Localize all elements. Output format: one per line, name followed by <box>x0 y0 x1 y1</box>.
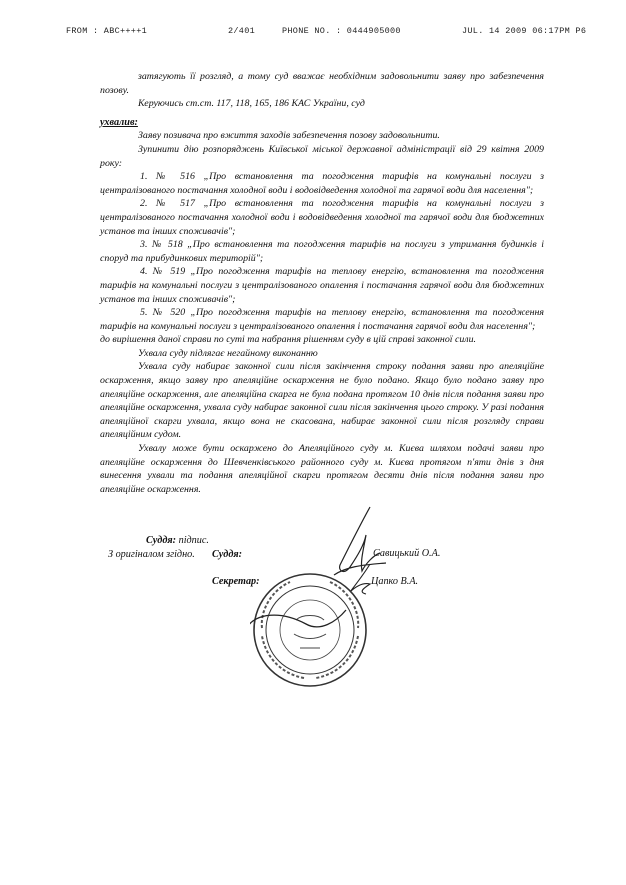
judge-label: Суддя: <box>212 549 243 560</box>
fax-phone: PHONE NO. : 0444905000 <box>282 26 401 36</box>
paragraph-guided: Керуючись ст.ст. 117, 118, 165, 186 КАС України, суд <box>138 98 365 110</box>
secretary-name: Цапко В.А. <box>371 576 419 587</box>
document-body <box>100 70 544 496</box>
paragraph-immediate: Ухвала суду підлягає негайному виконанню <box>138 347 318 359</box>
list-item: 2. № 517 „Про встановлення та погодження тарифів на комунальні послуги з централізованого постачання холодної води і водовідведення холодної та гарячої води для бюджетних установ та інших споживачів"; <box>100 198 544 237</box>
paragraph-granted: Заяву позивача про вжиття заходів забезпечення позову задовольнити. <box>138 130 440 142</box>
original-note: З оригіналом згідно. <box>108 549 195 560</box>
ruling-heading: ухвалив: <box>100 116 138 128</box>
paragraph-suspend: Зупинити дію розпоряджень Київської міської державної адміністрації від 29 квітня 2009 року: <box>100 143 544 169</box>
fax-header <box>0 26 626 40</box>
secretary-label: Секретар: <box>212 576 260 587</box>
judge-signed-line <box>146 535 209 546</box>
fax-datetime: JUL. 14 2009 06:17PM P6 <box>462 26 587 36</box>
fax-from: FROM : ABC++++1 <box>66 26 148 36</box>
paragraph-appeal: Ухвалу може бути оскаржено до Апеляційного суду м. Києва шляхом подачі заяви про апеляційне оскарження до Шевченківського районного суду м. Києва протягом п'яти днів з дня винесення ухвали та подання апеляційної скарги протягом десяти днів після подання заяви про апеляційне оскарження. <box>100 443 544 495</box>
court-seal-icon <box>250 570 370 690</box>
list-item: 4. № 519 „Про погодження тарифів на теплову енергію, встановлення та погодження тарифів на комунальні послуги з централізованого опалення і постачання гарячої води для бюджетних установ та інших споживачів"; <box>100 266 544 305</box>
paragraph-until: до вирішення даної справи по суті та набрання рішенням суду в цій справі законної сили. <box>100 334 477 346</box>
judge-signed-label: Суддя: <box>146 535 177 546</box>
list-item: 1. № 516 „Про встановлення та погодження тарифів на комунальні послуги з централізованого постачання холодної води і водовідведення холодної та гарячої води для населення"; <box>100 171 544 196</box>
list-item: 3. № 518 „Про встановлення та погодження тарифів на послуги з утримання будинків і споруд та прибудинкових територій"; <box>100 239 544 264</box>
judge-name: Савицький О.А. <box>373 548 441 559</box>
list-item: 5. № 520 „Про погодження тарифів на теплову енергію, встановлення та погодження тарифів на комунальні послуги з централізованого опалення і постачання гарячої води для населення"; <box>100 307 544 332</box>
fax-page: 2/401 <box>228 26 256 36</box>
paragraph-intro: затягують її розгляд, а тому суд вважає необхідним задовольнити заяву про забезпечення позову. <box>100 71 544 96</box>
paragraph-effect: Ухвала суду набирає законної сили після закінчення строку подання заяви про апеляційне оскарження, якщо заяву про апеляційне оскарження не було подано. Якщо було подано заяву про апеляційне оскарження, але апеляційна скарга не була подана протягом 10 днів після подання заяви про апеляційне оскарження, ухвала суду набирає законної сили після закінчення цього строку. У разі подання апеляційної скарги ухвала, якщо вона не скасована, набирає законної сили після розгляду справи апеляційним судом. <box>100 361 544 441</box>
judge-signed-value: підпис. <box>178 535 209 546</box>
